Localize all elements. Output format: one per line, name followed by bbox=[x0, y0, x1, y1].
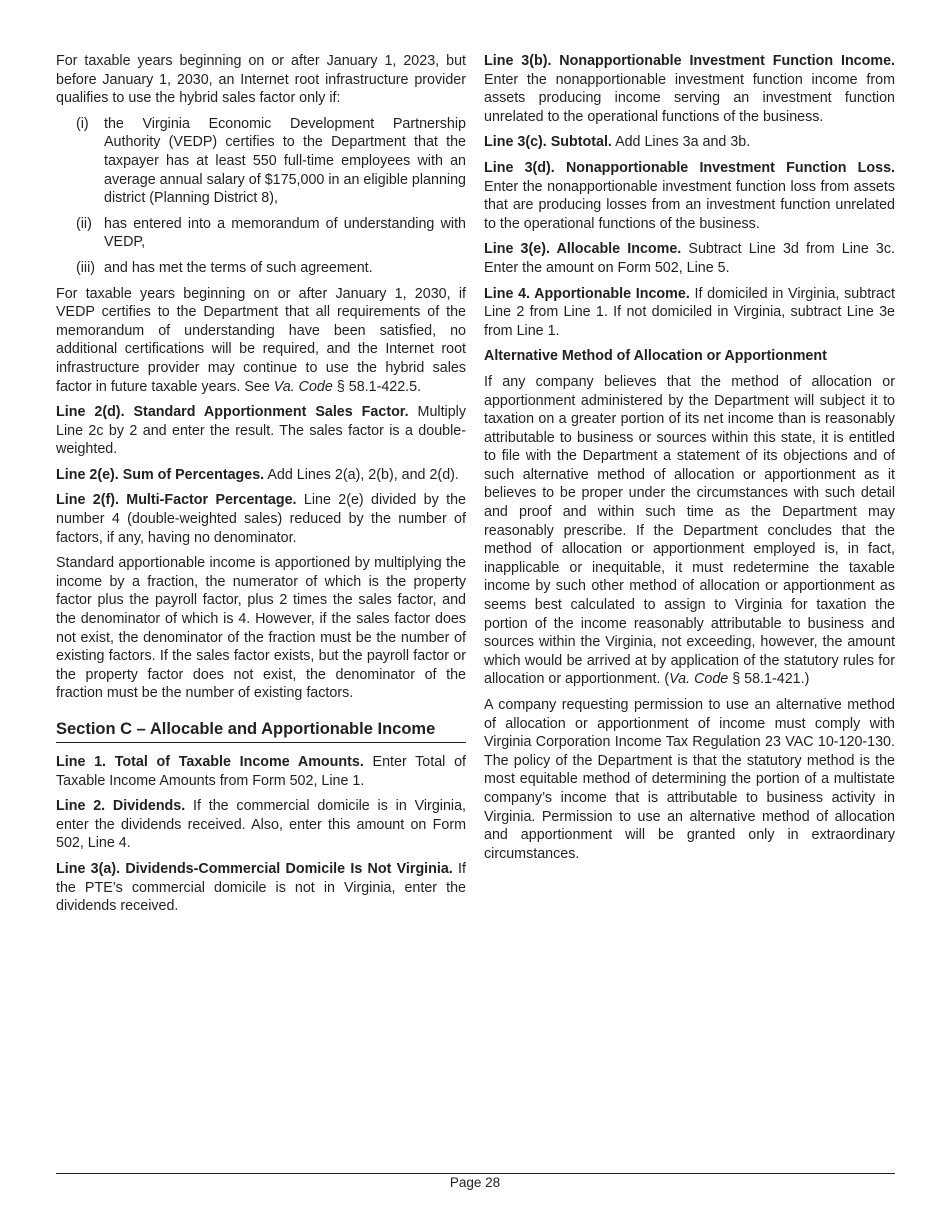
list-item bbox=[56, 115, 466, 208]
line-4-paragraph: Line 4. Apportionable Income. If domiciled in Virginia, subtract Line 2 from Line 1. If not domiciled in Virginia, subtract Line 3e from Line 1. bbox=[484, 285, 895, 339]
line-3a-paragraph: Line 3(a). Dividends-Commercial Domicile Is Not Virginia. If the PTE’s commercial domicile is not in Virginia, enter the dividends received. bbox=[56, 860, 466, 915]
intro-paragraph: For taxable years beginning on or after January 1, 2023, but before January 1, 2030, an Internet root infrastructure provider qualifies to use the hybrid sales factor only if: bbox=[56, 53, 466, 107]
line-1-paragraph: Line 1. Total of Taxable Income Amounts. Enter Total of Taxable Income Amounts from Form 502, Line 1. bbox=[56, 754, 466, 789]
list-item bbox=[56, 259, 466, 278]
line-2-paragraph: Line 2. Dividends. If the commercial domicile is in Virginia, enter the dividends received. Also, enter this amount on Form 502, Line 4. bbox=[56, 798, 466, 852]
line-2f-label: Line 2(f). Multi-Factor Percentage. bbox=[56, 492, 297, 509]
conditions-list bbox=[56, 115, 466, 278]
permission-paragraph: A company requesting permission to use an alternative method of allocation or apportionment of income must comply with Virginia Corporation Income Tax Regulation 23 VAC 10-120-130. The policy of the Department is that the statutory method is the most equitable method of determining the portion of a multistate company’s income that is attributable to business activity in Virginia. Permission to use an alternative method of allocation and apportionment will be granted only in extraordinary circumstances. bbox=[484, 697, 895, 862]
list-item bbox=[56, 215, 466, 252]
line-3a-label: Line 3(a). Dividends-Commercial Domicile Is Not Virginia. bbox=[56, 860, 453, 877]
line-3b-label: Line 3(b). Nonapportionable Investment Function Income. bbox=[484, 53, 895, 69]
list-item-text: the Virginia Economic Development Partnership Authority (VEDP) certifies to the Department that the taxpayer has at least 550 full-time employees with an average annual salary of $175,000 in an eligible planning district (Planning District 8), bbox=[104, 115, 466, 207]
line-3e-paragraph: Line 3(e). Allocable Income. Subtract Line 3d from Line 3c. Enter the amount on Form 502, Line 5. bbox=[484, 241, 895, 276]
line-2-label: Line 2. Dividends. bbox=[56, 798, 186, 815]
footer-divider bbox=[56, 1173, 895, 1174]
left-column bbox=[56, 52, 466, 923]
line-2e-label: Line 2(e). Sum of Percentages. bbox=[56, 466, 265, 483]
line-3d-label: Line 3(d). Nonapportionable Investment Function Loss. bbox=[484, 159, 895, 176]
alternative-method-heading: Alternative Method of Allocation or Apportionment bbox=[484, 348, 827, 365]
code-citation: Va. Code bbox=[273, 378, 333, 395]
list-item-number: (iii) bbox=[76, 259, 96, 276]
page-number: Page 28 bbox=[449, 1175, 501, 1190]
line-3c-label: Line 3(c). Subtotal. bbox=[484, 134, 612, 151]
line-3b-paragraph: Line 3(b). Nonapportionable Investment Function Income. Enter the nonapportionable investment function income from assets producing income serving an investment function unrelated to the operational functions of the business. bbox=[484, 53, 895, 125]
line-1-label: Line 1. Total of Taxable Income Amounts. bbox=[56, 754, 364, 770]
list-item-text: has entered into a memorandum of understanding with VEDP, bbox=[104, 215, 466, 251]
line-2d-label: Line 2(d). Standard Apportionment Sales Factor. bbox=[56, 404, 409, 421]
line-3c-paragraph: Line 3(c). Subtotal. Add Lines 3a and 3b. bbox=[484, 134, 751, 151]
list-item-number: (i) bbox=[76, 115, 89, 132]
section-c-heading: Section C – Allocable and Apportionable Income bbox=[56, 719, 466, 743]
right-column bbox=[484, 52, 895, 870]
standard-apportionable-paragraph: Standard apportionable income is apportioned by multiplying the income by a fraction, the numerator of which is the property factor plus the payroll factor, plus 2 times the sales factor, and the denominator of which is 4. However, if the sales factor does not exist, the denominator of the fraction must be the number of existing factors. If the sales factor exists, but the payroll factor or the property factor does not exist, the denominator of the fraction must be the number of existing factors. bbox=[56, 555, 466, 702]
line-2d-paragraph: Line 2(d). Standard Apportionment Sales Factor. Multiply Line 2c by 2 and enter the result. The sales factor is a double-weighted. bbox=[56, 404, 466, 458]
line-3e-label: Line 3(e). Allocable Income. bbox=[484, 241, 682, 258]
line-2e-paragraph: Line 2(e). Sum of Percentages. Add Lines 2(a), 2(b), and 2(d). bbox=[56, 466, 459, 483]
line-3d-paragraph: Line 3(d). Nonapportionable Investment Function Loss. Enter the nonapportionable investment function loss from assets that are producing losses from an investment function unrelated to the operational functions of the business. bbox=[484, 159, 895, 232]
paragraph-2030: For taxable years beginning on or after January 1, 2030, if VEDP certifies to the Department that all requirements of the memorandum of understanding have been satisfied, no additional certifications will be required, and the Internet root infrastructure provider may continue to use the hybrid sales factor in future taxable years. See Va. Code § 58.1-422.5. bbox=[56, 285, 466, 395]
line-4-label: Line 4. Apportionable Income. bbox=[484, 285, 690, 302]
line-2f-paragraph: Line 2(f). Multi-Factor Percentage. Line 2(e) divided by the number 4 (double-weighted sales) reduced by the number of factors, if any, having no denominator. bbox=[56, 492, 466, 546]
list-item-number: (ii) bbox=[76, 215, 92, 232]
alternative-method-paragraph: If any company believes that the method of allocation or apportionment administered by the Department will subject it to taxation on a greater portion of its net income than is reasonably attributable to business or sources within this state, it is entitled to file with the Department a statement of its objections and of such alternative method of allocation or apportionment as it believes to be proper under the circumstances with such detail and proof and within such time as the Department may reasonably prescribe. If the Department concludes that the method of allocation or apportionment employed is, in fact, inapplicable or inequitable, it must redetermine the taxable income by such other method of allocation or apportionment as seems best calculated to assign to Virginia for taxation the portion of the income reasonably attributable to business and sources within the Virginia, not exceeding, however, the amount which would be arrived at by application of the statutory rules for allocation or apportionment. (Va. Code § 58.1-421.) bbox=[484, 373, 895, 688]
list-item-text: and has met the terms of such agreement. bbox=[104, 259, 373, 276]
code-citation: Va. Code bbox=[669, 671, 729, 688]
